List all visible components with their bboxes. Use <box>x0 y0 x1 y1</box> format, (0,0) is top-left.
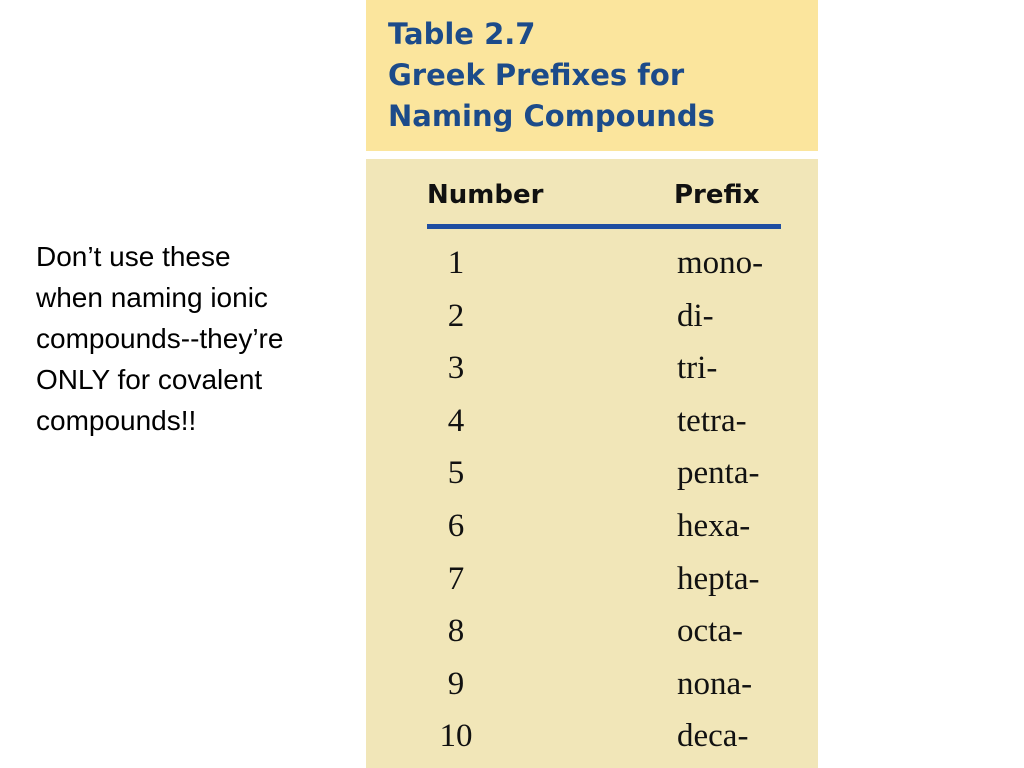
table-row <box>366 241 818 294</box>
side-note: Don’t use these when naming ionic compounds--they’re ONLY for covalent compounds!! <box>36 241 284 436</box>
table-rows <box>366 241 818 767</box>
number-cell: 1 <box>447 245 465 281</box>
table-caption <box>366 0 818 151</box>
number-cell: 9 <box>447 665 465 702</box>
prefix-table <box>366 0 818 768</box>
number-cell: 8 <box>447 613 465 650</box>
prefix-cell: hexa- <box>677 507 751 544</box>
table-body <box>366 159 818 768</box>
number-cell: 4 <box>447 402 465 439</box>
prefix-cell: di- <box>677 297 714 334</box>
table-row <box>366 714 818 767</box>
number-cell: 2 <box>447 297 465 334</box>
table-row <box>366 609 818 662</box>
header-rule <box>427 224 781 229</box>
table-row <box>366 504 818 557</box>
prefix-cell: mono- <box>677 245 764 281</box>
prefix-cell: deca- <box>677 718 749 755</box>
table-row <box>366 294 818 347</box>
number-cell: 7 <box>447 560 465 597</box>
prefix-cell: octa- <box>677 613 743 650</box>
prefix-cell: nona- <box>677 665 753 702</box>
number-cell: 10 <box>439 718 473 755</box>
prefix-cell: tetra- <box>677 402 747 439</box>
table-row <box>366 346 818 399</box>
table-row <box>366 662 818 715</box>
table-row <box>366 399 818 452</box>
number-cell: 3 <box>447 350 465 387</box>
caption-line-title-1: Greek Prefixes for <box>388 58 685 92</box>
table-row <box>366 451 818 504</box>
prefix-cell: penta- <box>677 455 760 492</box>
column-header-prefix: Prefix <box>674 180 760 210</box>
prefix-cell: hepta- <box>677 560 760 597</box>
column-header-number: Number <box>427 180 544 210</box>
caption-separator <box>366 151 818 159</box>
number-cell: 5 <box>447 455 465 492</box>
caption-line-table-number: Table 2.7 <box>388 17 536 51</box>
number-cell: 6 <box>447 507 465 544</box>
prefix-cell: tri- <box>677 350 718 387</box>
table-row <box>366 557 818 610</box>
caption-line-title-2: Naming Compounds <box>388 99 715 133</box>
